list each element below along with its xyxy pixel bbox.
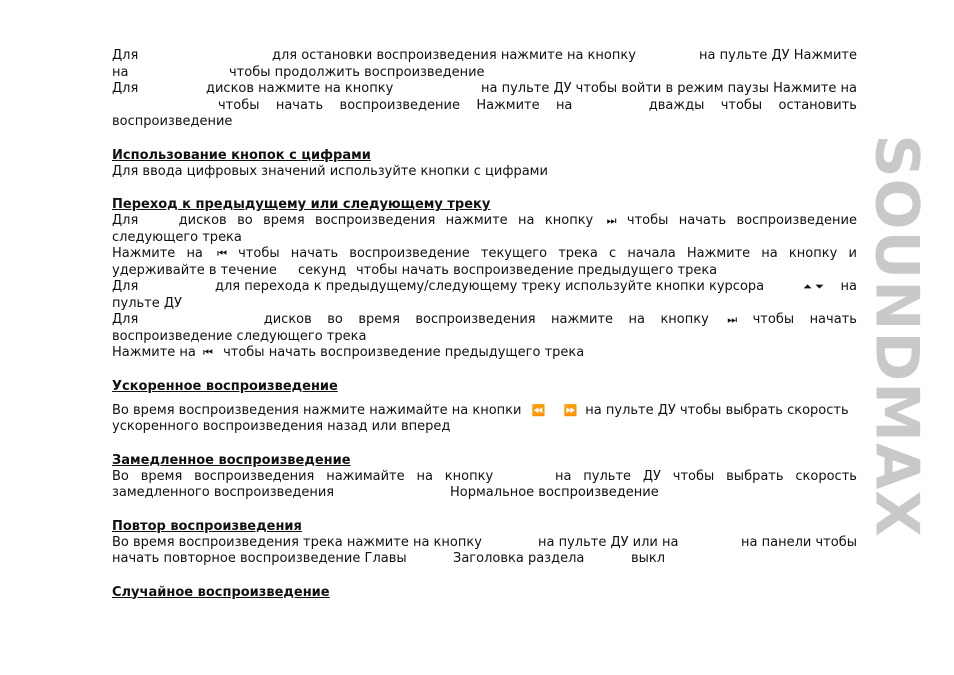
text-fragment: на пульте ДУ или на — [538, 534, 679, 550]
text-fragment: дважды — [648, 97, 705, 113]
text-fragment: Нажмите — [476, 97, 540, 113]
text-fragment: чтобы начать воспроизведение предыдущего трека — [356, 262, 718, 278]
text-fragment: кнопку — [660, 312, 709, 327]
text-fragment: на — [186, 246, 203, 261]
text-fragment: чтобы — [218, 97, 260, 113]
text-fragment: выкл — [631, 551, 666, 566]
text-fragment: чтобы — [626, 213, 669, 228]
text-fragment: Нажмите — [686, 246, 751, 261]
text-fragment: воспроизведения — [315, 213, 436, 228]
text-fragment: на панели чтобы — [741, 534, 857, 550]
text-fragment: на — [416, 468, 433, 484]
text-fragment: Нажмите на — [112, 345, 196, 360]
text-fragment: воспроизведения — [415, 312, 536, 327]
text-fragment: на — [628, 312, 645, 327]
text-fragment: дисков нажмите на кнопку — [206, 81, 394, 96]
text-fragment: время — [263, 213, 305, 228]
stop-line-3 — [112, 81, 857, 98]
previous-track-icon: ⏮ — [203, 346, 213, 359]
text-fragment: нажмите — [551, 312, 614, 327]
text-fragment: чтобы продолжить воспроизведение — [229, 64, 485, 80]
text-fragment: дисков — [178, 213, 227, 228]
text-fragment: чтобы — [672, 468, 715, 484]
text-fragment: трека — [558, 246, 598, 261]
brand-logo-vertical — [862, 46, 932, 626]
text-fragment: на — [112, 64, 129, 80]
text-fragment: замедленного воспроизведения — [112, 485, 335, 500]
text-fragment: выбрать — [726, 468, 784, 484]
text-fragment: Для — [112, 279, 139, 294]
track-line-6: пульте ДУ — [112, 295, 182, 311]
section-heading-slow: Замедленное воспроизведение — [112, 452, 351, 468]
text-fragment: начать — [275, 97, 324, 113]
section-heading-fast: Ускоренное воспроизведение — [112, 378, 338, 394]
text-fragment: дисков — [263, 312, 312, 327]
text-fragment: начать — [809, 312, 857, 327]
rewind-icon: ⏪ — [531, 403, 546, 417]
text-fragment: начать — [290, 246, 339, 261]
text-fragment: Во — [112, 468, 129, 484]
cursor-up-down-icon: ⏶ ⏷ — [803, 280, 825, 293]
text-fragment: на пульте ДУ чтобы войти в режим паузы Нажмите на — [480, 81, 857, 96]
text-fragment: воспроизведение — [349, 246, 470, 261]
text-fragment: чтобы начать воспроизведение предыдущего трека — [223, 345, 585, 360]
repeat-line-2 — [112, 551, 857, 568]
brand-text: SOUNDMAX — [862, 134, 932, 538]
text-fragment: остановить — [778, 97, 857, 113]
text-fragment: во — [237, 213, 253, 228]
text-fragment: с — [609, 246, 617, 261]
fast-forward-icon: ⏩ — [563, 403, 578, 417]
text-fragment: для перехода к предыдущему/следующему треку используйте кнопки курсора — [215, 279, 765, 294]
text-fragment: ДУ — [642, 468, 661, 484]
track-line-1 — [112, 213, 857, 230]
text-fragment: во — [327, 312, 343, 327]
manual-page — [112, 48, 857, 601]
text-fragment: на пульте ДУ чтобы выбрать скорость — [585, 402, 849, 418]
text-fragment: на — [761, 246, 778, 261]
text-fragment: на — [840, 279, 857, 294]
text-fragment: воспроизведение — [339, 97, 460, 113]
next-track-icon: ⏭ — [606, 214, 617, 227]
text-fragment: Во время воспроизведения нажмите нажимайте на кнопки — [112, 402, 522, 418]
text-fragment: воспроизведения — [194, 468, 315, 484]
text-fragment: нажмите — [445, 213, 508, 228]
text-fragment: на — [518, 213, 535, 228]
text-fragment: воспроизведение — [736, 213, 857, 228]
text-fragment: время — [358, 312, 400, 327]
text-fragment: пульте — [583, 468, 632, 484]
stop-line-4 — [112, 98, 857, 115]
stop-line-2 — [112, 65, 857, 82]
section-heading-track: Переход к предыдущему или следующему треку — [112, 197, 491, 212]
text-fragment: начала — [627, 246, 676, 261]
text-fragment: Для — [112, 48, 139, 63]
fast-line-2: ускоренного воспроизведения назад или вперед — [112, 419, 451, 434]
text-fragment: начать — [678, 213, 727, 228]
slow-line-2 — [112, 485, 857, 502]
text-fragment: Для — [112, 312, 139, 327]
text-fragment: чтобы — [752, 312, 795, 327]
section-heading-digits: Использование кнопок с цифрами — [112, 147, 371, 163]
next-track-icon: ⏭ — [727, 313, 738, 326]
slow-line-1 — [112, 469, 857, 486]
track-line-5 — [112, 279, 857, 296]
text-fragment: и — [848, 246, 857, 261]
track-line-3 — [112, 246, 857, 263]
section-heading-random: Случайное воспроизведение — [112, 584, 330, 600]
track-line-8: воспроизведение следующего трека — [112, 328, 367, 344]
text-fragment: кнопку — [788, 246, 838, 261]
stop-line-1 — [112, 48, 857, 65]
text-fragment: секунд — [298, 262, 347, 278]
text-fragment: скорость — [795, 468, 857, 484]
text-fragment: Заголовка раздела — [453, 551, 585, 566]
text-fragment: нажимайте — [326, 468, 405, 484]
text-fragment: время — [140, 468, 183, 484]
fast-line-1 — [112, 403, 857, 420]
section-heading-repeat: Повтор воспроизведения — [112, 518, 302, 534]
text-fragment: Для — [112, 213, 139, 228]
stop-line-5: воспроизведение — [112, 114, 233, 129]
text-fragment: для остановки воспроизведения нажмите на кнопку — [272, 48, 636, 63]
digits-text: Для ввода цифровых значений используйте кнопки с цифрами — [112, 163, 548, 179]
text-fragment: на — [554, 468, 572, 484]
text-fragment: на пульте ДУ Нажмите — [699, 48, 857, 63]
text-fragment: чтобы — [238, 246, 280, 261]
text-fragment: чтобы — [720, 97, 763, 113]
text-fragment: на — [555, 97, 573, 113]
text-fragment: удерживайте в течение — [112, 262, 277, 278]
text-fragment: кнопку — [544, 213, 594, 228]
previous-track-icon: ⏮ — [217, 247, 227, 260]
text-fragment: текущего — [480, 246, 548, 261]
text-fragment: Во время воспроизведения трека нажмите на кнопку — [112, 534, 482, 550]
track-line-7 — [112, 312, 857, 329]
repeat-line-1 — [112, 535, 857, 552]
text-fragment: Нажмите — [112, 246, 176, 261]
track-line-9 — [112, 345, 857, 362]
text-fragment: Нормальное воспроизведение — [450, 485, 659, 500]
track-line-2: следующего трека — [112, 229, 242, 245]
track-line-4 — [112, 263, 857, 280]
text-fragment: начать повторное воспроизведение Главы — [112, 551, 407, 566]
text-fragment: Для — [112, 81, 139, 96]
text-fragment: кнопку — [444, 468, 494, 484]
